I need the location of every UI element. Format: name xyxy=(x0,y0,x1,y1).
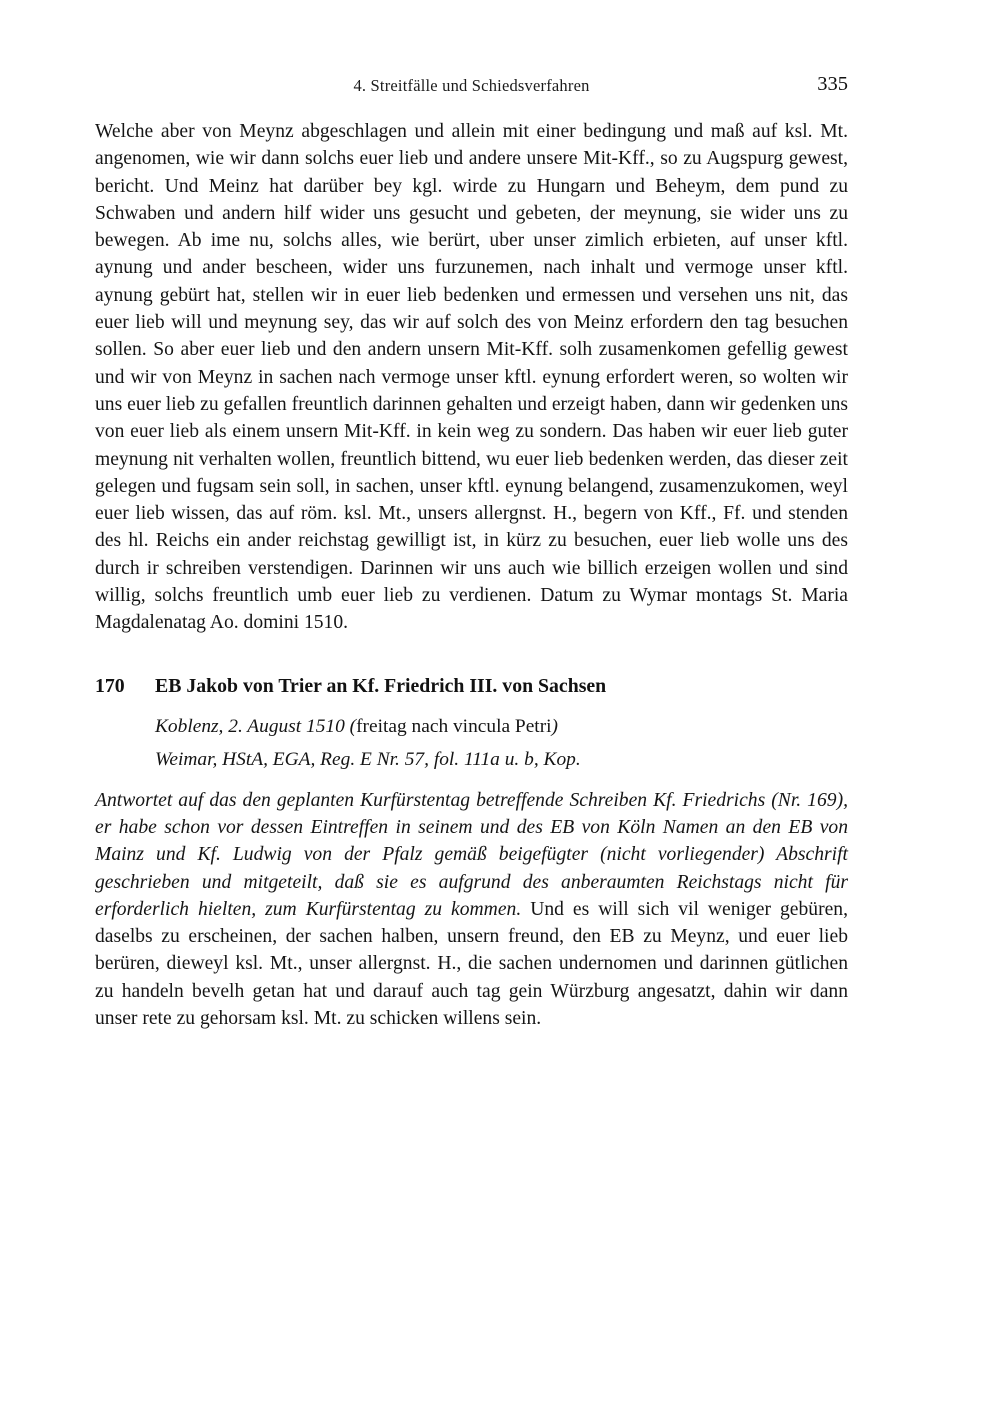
summary-regest-italic: Antwortet auf das den geplanten Kurfürstentag betreffende Schreiben Kf. Friedrichs (Nr. 169), er habe schon vor dessen Eintreffen in seinem und des EB von Köln Namen an den EB von Mainz und Kf. Ludwig von der Pfalz gemäß beigefügter (nicht vorliegender) Abschrift geschrieben und mitgeteilt, daß sie es aufgrund des anberaumten Reichstags nicht für erforderlich hielten, zum Kurfürstentag zu kommen. xyxy=(95,789,848,920)
page-number: 335 xyxy=(817,73,848,95)
dateline-original-dating: freitag nach vincula Petri xyxy=(356,715,552,737)
dateline-place-date: Koblenz, 2. August 1510 ( xyxy=(155,715,357,737)
running-head xyxy=(95,73,848,102)
entry-archival-source: Weimar, HStA, EGA, Reg. E Nr. 57, fol. 111a u. b, Kop. xyxy=(155,748,581,770)
entry-title: EB Jakob von Trier an Kf. Friedrich III. von Sachsen xyxy=(155,674,607,697)
summary-quotation-roman: Und es will sich vil weniger gebüren, daselbs zu erscheinen, der sachen halben, unsern freund, den EB zu Meynz, und euer lieb berüren, dieweyl ksl. Mt., unser allergnst. H., die sachen undernomen und darinnen gütlichen zu handeln bevelh getan hat und darauf auch tag gein Würzburg angesatzt, dahin wir dann unser rete zu gehorsam ksl. Mt. zu schicken willens sein. xyxy=(95,898,848,1030)
letter-continuation-paragraph: Welche aber von Meynz abgeschlagen und allein mit einer bedingung und maß auf ksl. Mt. angenomen, wie wir dann solchs euer lieb und andere unsere Mit-Kff., so zu Augspurg gewest, bericht. Und Meinz hat darüber bey kgl. wirde zu Hungarn und Beheym, dem pund zu Schwaben und andern hilf wider uns gesucht und gebeten, der meynung, sie wider uns zu bewegen. Ab ime nu, solchs alles, wie berürt, uber unser zimlich erbieten, auf unser kftl. aynung und ander bescheen, wider uns furzunemen, nach inhalt und vermoge unser kftl. aynung gebürt hat, stellen wir in euer lieb bedenken und ermessen und versehen uns nit, das euer lieb will und meynung sey, das wir auf solch des von Meinz erfordern den tag besuchen sollen. So aber euer lieb und den andern unsern Mit-Kff. solh zusamenkomen gefellig gewest und wir von Meynz in sachen nach vermoge unser kftl. eynung erfordert weren, so wolten wir uns euer lieb zu gefallen freuntlich darinnen gehalten und erzeigt haben, dann wir gedenken uns von euer lieb als einem unsern Mit-Kff. in kein weg zu sondern. Das haben wir euer lieb guter meynung nit verhalten wollen, freuntlich bittend, wu euer lieb bedenken werden, das dieser zeit gelegen und fugsam sein soll, in sachen, unser kftl. eynung belangend, zusamenzukomen, weyl euer lieb wissen, das auf röm. ksl. Mt., unsers allergnst. H., begern von Kff., Ff. und stenden des hl. Reichs ein ander reichstag gewilligt ist, in kürz zu besuchen, euer lieb wolle uns des durch ir schreiben verstendigen. Darinnen wir uns auch wie billich erzeigen wollen und sind willig, solchs freuntlich umb euer lieb zu verdienen. Datum zu Wymar montags St. Maria Magdalenatag Ao. domini 1510. xyxy=(95,121,848,634)
running-head-section-title: 4. Streitfälle und Schiedsverfahren xyxy=(353,76,590,95)
entry-dateline xyxy=(155,714,848,740)
entry-number: 170 xyxy=(95,674,125,697)
entry-summary-paragraph xyxy=(95,787,848,1033)
entry-heading xyxy=(95,675,848,698)
dateline-close-paren: ) xyxy=(551,715,559,737)
